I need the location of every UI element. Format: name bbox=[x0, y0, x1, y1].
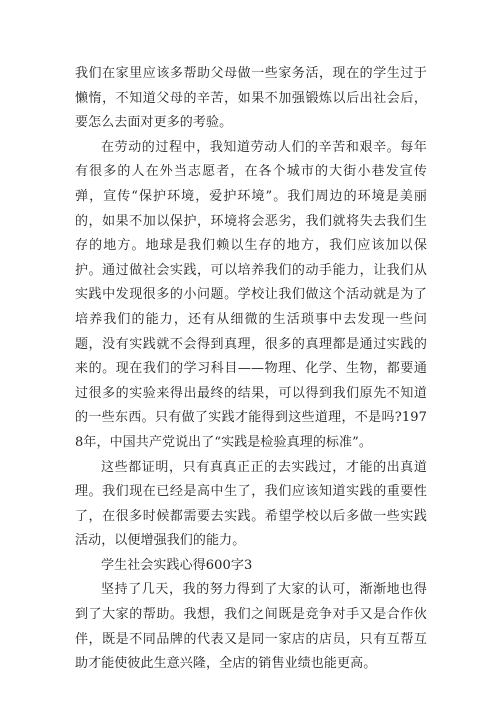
paragraph-1: 我们在家里应该多帮助父母做一些家务活，现在的学生过于懒惰，不知道父母的辛苦，如果不加强锻炼以后出社会后，要怎么去面对更多的考验。 bbox=[75, 66, 427, 131]
section-heading: 学生社会实践心得600字3 bbox=[101, 557, 253, 573]
paragraph-4: 坚持了几天，我的努力得到了大家的认可，渐渐地也得到了大家的帮助。我想，我们之间既是竞争对手又是合作伙伴，既是不同品牌的代表又是同一家店的店员，只有互帮互助才能使彼此生意兴隆，全店的销售业绩也能更高。 bbox=[75, 582, 427, 672]
paragraph-2: 在劳动的过程中，我知道劳动人们的辛苦和艰辛。每年有很多的人在外当志愿者，在各个城市的大街小巷发宣传弹，宣传“保护环境，爱护环境”。我们周边的环境是美丽的，如果不加以保护，环境将会恶劣，我们就将失去我们生存的地方。地球是我们赖以生存的地方，我们应该加以保护。通过做社会实践，可以培养我们的动手能力，让我们从实践中发现很多的小问题。学校让我们做这个活动就是为了培养我们的能力，还有从细微的生活琐事中去发现一些问题，没有实践就不会得到真理，很多的真理都是通过实践的来的。现在我们的学习科目——物理、化学、生物，都要通过很多的实验来得出最终的结果，可以得到我们原先不知道的一些东西。只有做了实践才能得到这些道理，不是吗?1978年，中国共产党说出了“实践是检验真理的标准”。 bbox=[75, 139, 427, 450]
paragraph-3: 这些都证明，只有真真正正的去实践过，才能的出真道理。我们现在已经是高中生了，我们应该知道实践的重要性了，在很多时候都需要去实践。希望学校以后多做一些实践活动，以便增强我们的能力。 bbox=[75, 459, 427, 549]
document-body bbox=[75, 62, 427, 677]
